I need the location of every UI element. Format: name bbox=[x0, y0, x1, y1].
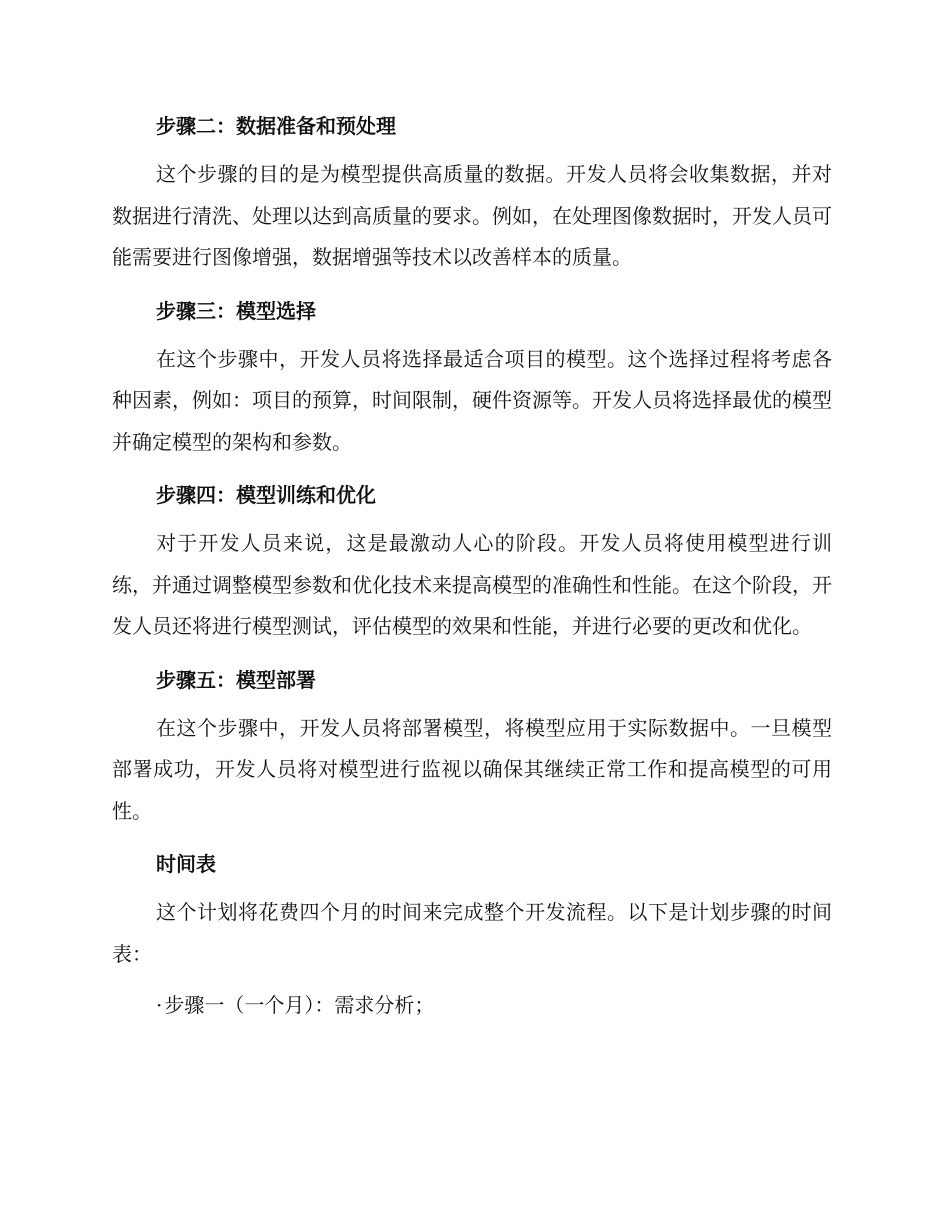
document-body bbox=[112, 104, 832, 1027]
section-heading-step-4: 步骤四：模型训练和优化 bbox=[156, 483, 376, 507]
section-paragraph-timeline: 这个计划将花费四个月的时间来完成整个开发流程。以下是计划步骤的时间表： bbox=[112, 900, 832, 966]
section-heading-step-2: 步骤二：数据准备和预处理 bbox=[156, 114, 396, 138]
timeline-list-item-text: 步骤一（一个月）：需求分析； bbox=[164, 993, 435, 1017]
section-heading-step-3: 步骤三：模型选择 bbox=[156, 298, 316, 323]
section-paragraph-step-3: 在这个步骤中，开发人员将选择最适合项目的模型。这个选择过程将考虑各种因素，例如：项目的预算，时间限制，硬件资源等。开发人员将选择最优的模型并确定模型的架构和参数。 bbox=[112, 346, 832, 454]
section-paragraph-step-5: 在这个步骤中，开发人员将部署模型，将模型应用于实际数据中。一旦模型部署成功，开发人员将对模型进行监视以确保其继续正常工作和提高模型的可用性。 bbox=[112, 715, 832, 823]
section-paragraph-step-4: 对于开发人员来说，这是最激动人心的阶段。开发人员将使用模型进行训练，并通过调整模型参数和优化技术来提高模型的准确性和性能。在这个阶段，开发人员还将进行模型测试，评估模型的效果和性能，并进行必要的更改和优化。 bbox=[112, 531, 832, 638]
bullet-dot-icon: · bbox=[156, 993, 163, 1017]
section-paragraph-step-2: 这个步骤的目的是为模型提供高质量的数据。开发人员将会收集数据，并对数据进行清洗、处理以达到高质量的要求。例如，在处理图像数据时，开发人员可能需要进行图像增强，数据增强等技术以改善样本的质量。 bbox=[112, 162, 832, 269]
section-heading-timeline: 时间表 bbox=[156, 852, 216, 876]
timeline-list-item bbox=[112, 985, 832, 1027]
section-heading-step-5: 步骤五：模型部署 bbox=[156, 667, 316, 692]
